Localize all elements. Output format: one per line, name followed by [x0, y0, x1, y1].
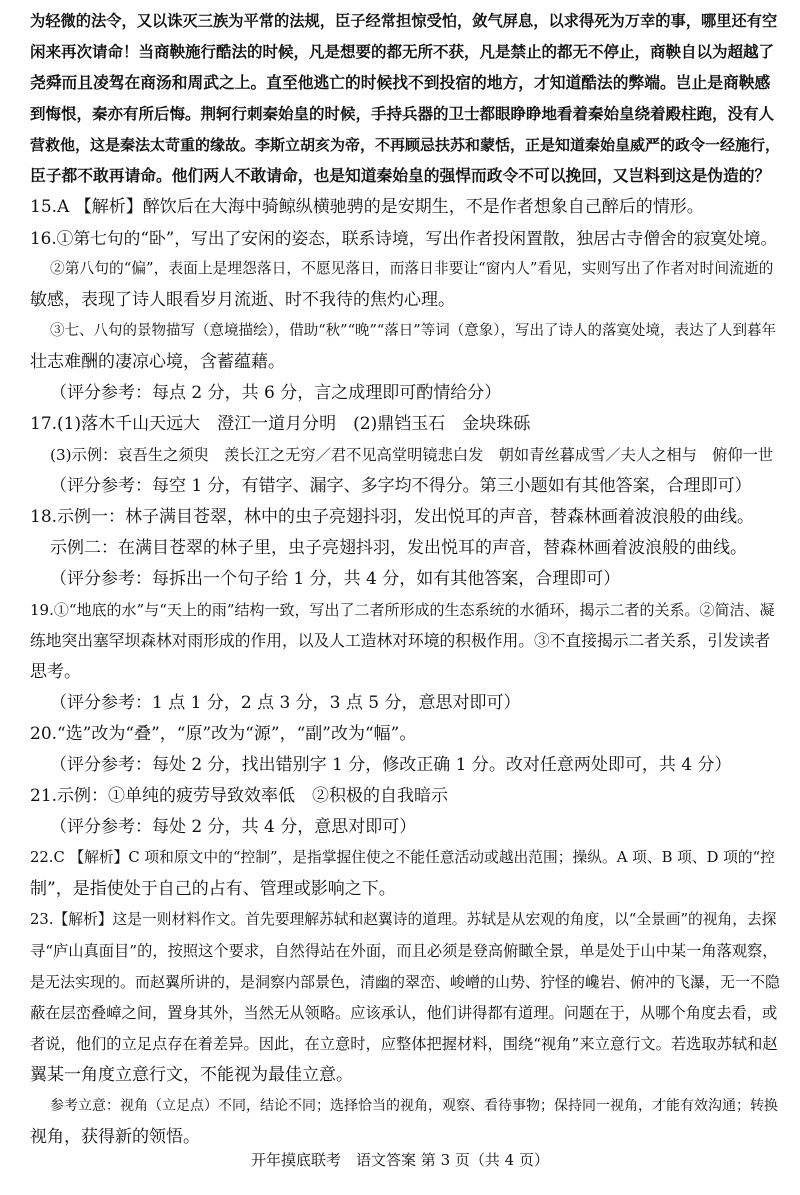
- text-line: 闲来再次请命！当商鞅施行酷法的时候，凡是想要的都无所不获，凡是禁止的都无不停止，商鞅自以为超越了: [30, 42, 775, 61]
- text-line: 壮志难酬的凄凉心境，含蓄蕴藉。: [30, 352, 285, 372]
- text-line: 臣子都不敢再请命。他们两人不敢请命，也是知道秦始皇的强悍而政令不可以挽回，又岂料到这是伪造的？: [30, 166, 771, 185]
- text-line: 者说，他们的立足点存在着差异。因此，在立意时，应整体把握材料，围绕“视角”来立意行文。若选取苏轼和赵: [30, 1035, 778, 1053]
- text-line: 翼某一角度立意行文，不能视为最佳立意。: [30, 1065, 353, 1085]
- answer-16: 16.①第七句的“卧”，写出了安闲的姿态，联系诗境，写出作者投闲置散，独居古寺僧舍的寂寞处境。: [30, 228, 778, 248]
- text-line: 营救他，这是秦法太苛重的缘故。李斯立胡亥为帝，不再顾忌扶苏和蒙恬，正是知道秦始皇威严的政令一经施行，: [30, 136, 781, 154]
- reference-ideas: 参考立意：视角（立足点）不同，结论不同；选择恰当的视角，观察、看待事物；保持同一视角，才能有效沟通；转换: [50, 1098, 778, 1114]
- text-line: 敏感，表现了诗人眼看岁月流逝、时不我待的焦灼心理。: [30, 290, 455, 310]
- answer-21: 21.示例：①单纯的疲劳导致效率低 ②积极的自我暗示: [30, 786, 449, 806]
- text-line: 是无法实现的。而赵翼所讲的，是洞察内部景色，清幽的翠峦、峻嶒的山势、狞怪的巉岩、俯冲的飞瀑，无一不隐: [30, 973, 781, 991]
- scoring-note: （评分参考：每处 2 分，共 4 分，意思对即可）: [50, 817, 417, 837]
- text-line: 视角，获得新的领悟。: [30, 1127, 200, 1147]
- text-line: 到悔恨，秦亦有所后悔。荆轲行刺秦始皇的时候，手持兵器的卫士都眼睁睁地看着秦始皇绕着殿柱跑，没有人: [30, 104, 775, 123]
- scoring-note: （评分参考：1 点 1 分，2 点 3 分，3 点 5 分，意思对即可）: [50, 693, 521, 713]
- answer-17: 17.(1)落木千山天远大 澄江一道月分明 (2)鼎铛玉石 金块珠砾: [30, 414, 531, 434]
- text-line: 蔽在层峦叠嶂之间，置身其外，当然无从领略。应该承认，他们讲得都有道理。问题在于，从哪个角度去看，或: [30, 1004, 778, 1022]
- answer-23: 23.【解析】这是一则材料作文。首先要理解苏轼和赵翼诗的道理。苏轼是从宏观的角度，以“全景画”的视角，去探: [30, 911, 777, 928]
- answer-19: 19.①“地底的水”与“天上的雨”结构一致，写出了二者所形成的生态系统的水循环，揭示二者的关系。②简洁、凝: [30, 601, 775, 619]
- text-line: 练地突出塞罕坝森林对雨形成的作用，以及人工造林对环境的积极作用。③不直接揭示二者关系，引发读者: [30, 631, 771, 650]
- scoring-note: （评分参考：每处 2 分，找出错别字 1 分，修改正确 1 分。改对任意两处即可，共 4 分）: [50, 755, 732, 775]
- text-line: 为轻微的法令，又以诛灭三族为平常的法规，臣子经常担惊受怕，敛气屏息，以求得死为万幸的事，哪里还有空: [30, 12, 778, 30]
- answer-20: 20.“选”改为“叠”，“原”改为“源”，“副”改为“幅”。: [30, 724, 417, 744]
- scoring-note: （评分参考：每点 2 分，共 6 分，言之成理即可酌情给分）: [50, 383, 502, 403]
- text-line: 尧舜而且凌驾在商汤和周武之上。直至他逃亡的时候找不到投宿的地方，才知道酷法的弊端。岂止是商鞅感: [30, 73, 771, 92]
- text-line: ②第八句的“偏”，表面上是埋怨落日，不愿见落日，而落日非要让“窗内人”看见，实则写出了作者对时间流逝的: [50, 260, 774, 277]
- scoring-note: （评分参考：每空 1 分，有错字、漏字、多字均不得分。第三小题如有其他答案，合理即可）: [50, 476, 752, 496]
- page-footer: 开年摸底联考 语文答案 第 3 页（共 4 页）: [251, 1151, 549, 1169]
- text-line: 示例二：在满目苍翠的林子里，虫子亮翅抖羽，发出悦耳的声音，替森林画着波浪般的曲线。: [50, 538, 747, 558]
- text-line: 制”，是指使处于自己的占有、管理或影响之下。: [30, 879, 396, 899]
- scoring-note: （评分参考：每拆出一个句子给 1 分，共 4 分，如有其他答案，合理即可）: [50, 569, 621, 589]
- answer-22: 22.C 【解析】C 项和原文中的“控制”，是指掌握住使之不能任意活动或越出范围；操纵。A 项、B 项、D 项的“控: [30, 849, 775, 866]
- text-line: ③七、八句的景物描写（意境描绘），借助“秋”“晚”“落日”等词（意象），写出了诗人的落寞处境，表达了人到暮年: [50, 323, 776, 339]
- text-line: (3)示例：哀吾生之须臾 羡长江之无穷／君不见高堂明镜悲白发 朝如青丝暮成雪／夫人之相与 俯仰一世: [50, 446, 774, 464]
- answer-18: 18.示例一：林子满目苍翠，林中的虫子亮翅抖羽，发出悦耳的声音，替森林画着波浪般的曲线。: [30, 507, 755, 527]
- answer-15: 15.A 【解析】醉饮后在大海中骑鲸纵横驰骋的是安期生，不是作者想象自己醉后的情形。: [30, 197, 704, 217]
- text-line: 思考。: [30, 662, 81, 682]
- text-line: 寻“庐山真面目”的，按照这个要求，自然得站在外面，而且必须是登高俯瞰全景，单是处于山中某一角落观察，: [30, 942, 778, 960]
